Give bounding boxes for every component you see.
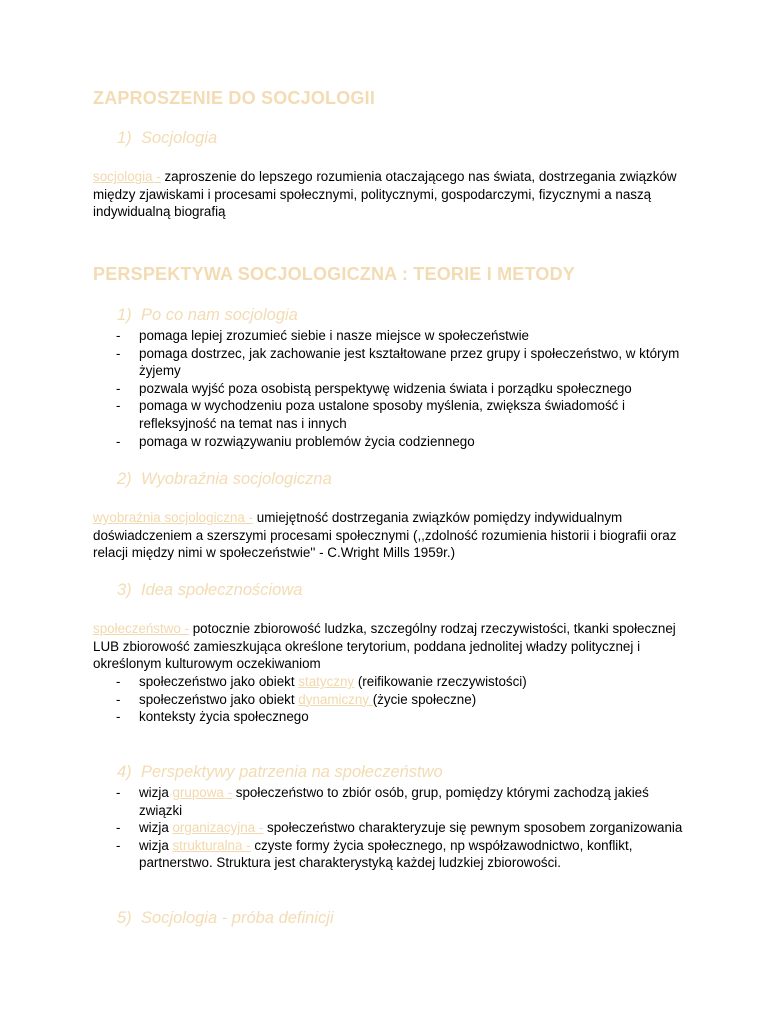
section-title: Po co nam socjologia	[141, 306, 298, 324]
section-heading-perspektywy	[117, 763, 443, 782]
section-number: 1)	[117, 306, 132, 324]
list-item: - wizja organizacyjna - społeczeństwo charakteryzuje się pewnym sposobem zorganizowania	[116, 820, 683, 836]
term-dynamiczny: dynamiczny	[298, 691, 373, 707]
section-number: 1)	[117, 129, 132, 147]
list-item: - pomaga lepiej zrozumieć siebie i nasze miejsce w społeczeństwie	[116, 328, 529, 343]
dash-bullet: -	[116, 328, 121, 343]
dash-bullet: -	[116, 709, 121, 725]
dash-bullet: -	[116, 345, 121, 361]
section-title: Idea społecznościowa	[141, 581, 303, 599]
list-item: - wizja grupowa - społeczeństwo to zbiór osób, grup, pomiędzy którymi zachodzą jakieś związki	[116, 785, 649, 818]
term-spoleczenstwo: społeczeństwo -	[93, 621, 190, 636]
section-title: Socjologia - próba definicji	[141, 909, 334, 927]
list-item: - pomaga dostrzec, jak zachowanie jest kształtowane przez grupy i społeczeństwo, w którym żyjemy	[116, 345, 680, 379]
section-title: Perspektywy patrzenia na społeczeństwo	[141, 763, 443, 781]
section-number: 5)	[117, 909, 132, 927]
section-heading-socjologia	[117, 129, 217, 148]
list-perspektywy	[93, 784, 683, 872]
definition-text: umiejętność dostrzegania związków pomiędzy indywidualnym doświadczeniem a szerszymi procesami społecznymi (,,zdolność rozumienia historii i biografii oraz relacji między nimi w społeczeństwie'' - C.Wright Mills 1959r.)	[93, 510, 677, 561]
list-item: - społeczeństwo jako obiekt dynamiczny (życie społeczne)	[116, 691, 477, 707]
term-strukturalna: strukturalna -	[172, 837, 251, 853]
definition-text: potocznie zbiorowość ludzka, szczególny rodzaj rzeczywistości, tkanki społecznej LUB zbiorowość zamieszkująca określone terytorium, poddana jednolitej władzy politycznej i określonym kulturowym oczekiwaniom	[93, 621, 676, 672]
section-title: Socjologia	[141, 129, 218, 147]
term-wyobraznia: wyobraźnia socjologiczna -	[93, 510, 254, 525]
definition-wyobraznia	[93, 509, 678, 562]
section-number: 2)	[117, 470, 132, 488]
dash-bullet: -	[116, 820, 121, 836]
list-item: - wizja strukturalna - czyste formy życia społecznego, np współzawodnictwo, konflikt, partnerstwo. Struktura jest charakterystyką każdej ludzkiej zbiorowości.	[116, 837, 633, 871]
definition-socjologia	[93, 168, 678, 221]
list-item: - pomaga w wychodzeniu poza ustalone sposoby myślenia, zwiększa świadomość i refleksyjność na temat nas i innych	[116, 398, 626, 431]
heading-perspektywa: PERSPEKTYWA SOCJOLOGICZNA : TEORIE I METODY	[93, 264, 575, 284]
list-spoleczenstwo	[93, 673, 683, 726]
list-item: - pozwala wyjść poza osobistą perspektywę widzenia świata i porządku społecznego	[116, 380, 632, 396]
section-number: 4)	[117, 763, 132, 781]
section-number: 3)	[117, 581, 132, 599]
term-socjologia: socjologia -	[93, 169, 161, 184]
section-heading-idea	[117, 581, 302, 600]
dash-bullet: -	[116, 691, 121, 707]
section-heading-proba-definicji	[117, 909, 334, 928]
dash-bullet: -	[116, 380, 121, 396]
term-grupowa: grupowa -	[172, 785, 233, 800]
dash-bullet: -	[116, 398, 121, 414]
list-item: - konteksty życia społecznego	[116, 709, 309, 725]
list-item: - społeczeństwo jako obiekt statyczny (reifikowanie rzeczywistości)	[116, 674, 527, 689]
dash-bullet: -	[116, 837, 121, 853]
term-statyczny: statyczny	[298, 674, 355, 689]
list-item: - pomaga w rozwiązywaniu problemów życia codziennego	[116, 433, 475, 449]
dash-bullet: -	[116, 433, 121, 449]
dash-bullet: -	[116, 674, 121, 689]
section-title: Wyobraźnia socjologiczna	[141, 470, 332, 488]
section-heading-po-co	[117, 306, 298, 325]
list-po-co	[93, 327, 683, 450]
section-heading-wyobraznia	[117, 470, 332, 489]
definition-spoleczenstwo	[93, 620, 678, 673]
heading-zaproszenie: ZAPROSZENIE DO SOCJOLOGII	[93, 88, 376, 108]
definition-text: zaproszenie do lepszego rozumienia otaczającego nas świata, dostrzegania związków między zjawiskami i procesami społecznymi, politycznymi, gospodarczymi, fizycznymi a naszą indywidualną biografią	[93, 169, 677, 220]
term-organizacyjna: organizacyjna -	[172, 820, 264, 836]
dash-bullet: -	[116, 785, 121, 800]
